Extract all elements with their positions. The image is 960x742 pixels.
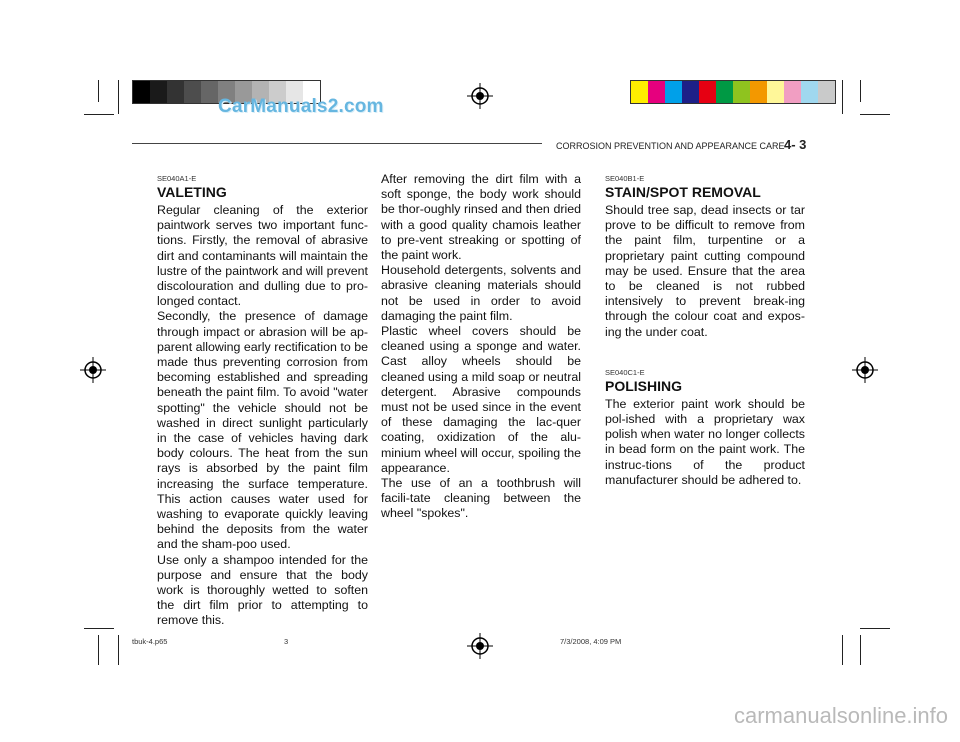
paragraph: After removing the dirt film with a soft sponge, the body work should be thor-oughly rinsed and then dried with a good quality chamois leather to pre-vent streaking or spotting of the paint work. [381,172,581,263]
color-swatch [184,81,201,103]
heading-polishing: POLISHING [605,377,683,394]
color-swatch [699,81,716,103]
color-swatch [818,81,835,103]
crop-mark [842,80,843,114]
cmyk-color-strip [630,80,836,104]
crop-mark [84,114,114,115]
section-code: SE040C1-E [605,367,645,377]
registration-mark-icon [467,633,493,659]
paragraph: Secondly, the presence of damage through impact or abrasion will be ap-parent allowing early rectification to be made thus preventing corrosion from becoming established and spreading beneath the paint film. To avoid "water spotting" the vehicle should not be washed in direct sunlight particularly in the case of vehicles having dark body colours. The heat from the sun rays is absorbed by the paint film increasing the surface temperature. This action causes water used for washing to evaporate quickly leaving behind the deposits from the water and the sham-poo used. [157,309,368,552]
section-code: SE040A1-E [157,174,197,183]
paragraph: Household detergents, solvents and abrasive cleaning materials should not be used in order to avoid damaging the paint film. [381,263,581,323]
paragraph: Plastic wheel covers should be cleaned using a sponge and water. Cast alloy wheels should be cleaned using a mild soap or neutral detergent. Abrasive compounds must not be used since in the event of these damaging the lac-quer coating, oxidization of the alu-minium wheel will occur, spoiling the appearance. [381,324,581,475]
paragraph: Regular cleaning of the exterior paintwork serves two important func-tions. Firstly, the removal of abrasive dirt and contaminants will maintain the lustre of the paintwork and will prevent discolouration and dulling due to pro-longed contact. [157,203,368,309]
color-swatch [201,81,218,103]
crop-mark [98,635,99,665]
color-swatch [150,81,167,103]
footer-timestamp: 7/3/2008, 4:09 PM [560,637,622,646]
registration-mark-icon [467,83,493,109]
crop-mark [860,628,890,629]
header-rule [132,143,542,144]
watermark-top[interactable]: CarManuals2.com [218,96,384,117]
color-swatch [750,81,767,103]
crop-mark [860,114,890,115]
paragraph: The use of an a toothbrush will facili-tate cleaning between the wheel "spokes". [381,476,581,521]
registration-mark-icon [80,357,106,383]
color-swatch [648,81,665,103]
color-swatch [716,81,733,103]
color-swatch [133,81,150,103]
footer-page: 3 [284,637,289,646]
footer-file: tbuk-4.p65 [132,637,168,646]
watermark-bottom[interactable]: carmanualsonline.info [734,703,949,728]
crop-mark [98,80,99,102]
page-number: 4- 3 [784,137,807,152]
color-swatch [665,81,682,103]
heading-stain-spot-removal: STAIN/SPOT REMOVAL [605,184,761,200]
registration-mark-icon [852,357,878,383]
crop-mark [84,628,114,629]
crop-mark [118,635,119,665]
crop-mark [860,635,861,665]
color-swatch [167,81,184,103]
crop-mark [860,80,861,102]
heading-valeting: VALETING [157,184,227,200]
paragraph: The exterior paint work should be pol-ished with a proprietary wax polish when water no longer collects in bead form on the paint work. The instruc-tions of the product manufacturer should be adhered to. [605,396,805,487]
column-right [605,168,805,488]
section-title: CORROSION PREVENTION AND APPEARANCE CARE [556,141,785,151]
color-swatch [682,81,699,103]
color-swatch [767,81,784,103]
color-swatch [733,81,750,103]
crop-mark [118,80,119,114]
section-code: SE040B1-E [605,174,645,183]
color-swatch [784,81,801,103]
paragraph: Use only a shampoo intended for the purpose and ensure that the body work is thoroughly wetted to soften the dirt film prior to attempting to remove this. [157,552,368,628]
paragraph: Should tree sap, dead insects or tar prove to be difficult to remove from the paint film, turpentine or a proprietary paint cutting compound may be used. Ensure that the area to be cleaned is not rubbed intensively to prevent break-ing through the colour coat and expos-ing the under coat. [605,203,805,339]
column-left [157,168,368,629]
column-middle [381,172,581,522]
color-swatch [801,81,818,103]
color-swatch [631,81,648,103]
crop-mark [842,635,843,665]
